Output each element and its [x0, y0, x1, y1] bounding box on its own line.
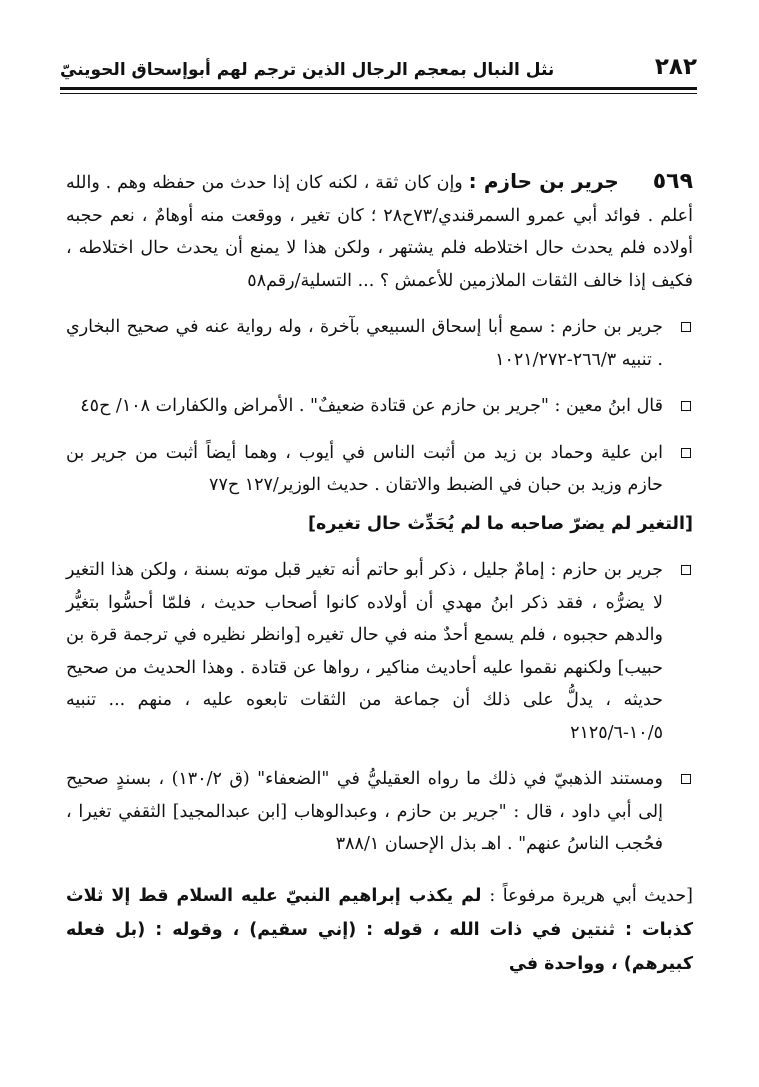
square-bullet-icon	[681, 774, 691, 784]
page-header	[60, 38, 697, 80]
note-item	[66, 437, 693, 502]
hadith-paragraph	[66, 879, 693, 981]
entry-number: ٥٦٩	[652, 169, 694, 194]
page-number: ٢٨٢	[654, 54, 697, 80]
running-title: نثل النبال بمعجم الرجال الذين ترجم لهم أبوإسحاق الحوينيّ	[60, 60, 555, 80]
note-text: جرير بن حازم : سمع أبا إسحاق السبيعي بآخرة ، وله رواية عنه في صحيح البخاري . تنبيه ٢٦٦/٣-١٠٢١/٢٧٢	[66, 317, 663, 370]
note-item	[66, 390, 693, 423]
square-bullet-icon	[681, 401, 691, 411]
page-body	[66, 165, 693, 981]
note-text: ابن علية وحماد بن زيد من أثبت الناس في أيوب ، وهما أيضاً أثبت من جرير بن حازم وزيد بن حبان في الضبط والاتقان . حديث الوزير/١٢٧ ح٧٧	[66, 442, 663, 495]
square-bullet-icon	[681, 448, 691, 458]
hadith-text: لم يكذب إبراهيم النبيّ عليه السلام قط إلا ثلاث كذبات : ثنتين في ذات الله ، قوله : (إني سقيم) ، وقوله : (بل فعله كبيرهم) ، وواحدة في	[66, 885, 693, 974]
note-text: جرير بن حازم : إمامٌ جليل ، ذكر أبو حاتم أنه تغير قبل موته بسنة ، ولكن هذا التغير لا يضرُّه ، فقد ذكر ابنُ مهدي أن أولاده كانوا أصحاب حديث ، فلمّا أحسُّوا بتغيُّر والدهم حجبوه ، فلم يسمع أحدٌ منه في حال تغيره [وانظر نظيره في ترجمة قرة بن حبيب] ولكنهم نقموا عليه أحاديث مناكير ، رواها عن قتادة . وهذا الحديث من صحيح حديثه ، يدلُّ على ذلك أن جماعة من الثقات تابعوه عليه ، منهم ... تنبيه ١٠/٥-٢١٢٥/٦	[66, 560, 663, 743]
note-item	[66, 554, 693, 749]
note-text: قال ابنُ معين : "جرير بن حازم عن قتادة ضعيفٌ" . الأمراض والكفارات ١٠٨/ ح٤٥	[80, 396, 663, 416]
square-bullet-icon	[681, 565, 691, 575]
header-rule-thick	[60, 87, 697, 90]
note-text: ومستند الذهبيّ في ذلك ما رواه العقيليُّ في "الضعفاء" (ق ١٣٠/٢) ، بسندٍ صحيح إلى أبي داود ، قال : "جرير بن حازم ، وعبدالوهاب [ابن عبدالمجيد] الثقفي تغيرا ، فحُجب الناسُ عنهم" . اهـ بذل الإحسان ٣٨٨/١	[66, 769, 663, 854]
note-item	[66, 763, 693, 861]
hadith-lead: [حديث أبي هريرة مرفوعاً :	[489, 885, 694, 906]
entry-text: وإن كان ثقة ، لكنه كان إذا حدث من حفظه وهم . والله أعلم . فوائد أبي عمرو السمرقندي/٧٣ح٢٨ ؛ كان تغير ، ووقعت منه أوهامٌ ، نعم حجبه أولاده فلم يحدث حال اختلاطه فلم يشتهر ، ولكن هذا لا يمنع أن يحدث حال اختلاطه ، فكيف إذا خالف الثقات الملازمين للأعمش ؟ ... التسلية/رقم٥٨	[66, 173, 693, 291]
header-rule-thin	[60, 93, 697, 94]
entry-name: جرير بن حازم :	[468, 169, 619, 193]
note-item	[66, 311, 693, 376]
square-bullet-icon	[681, 322, 691, 332]
entry-paragraph	[66, 165, 693, 297]
section-heading: [التغير لم يضرّ صاحبه ما لم يُحَدِّث حال تغيره]	[308, 513, 693, 534]
